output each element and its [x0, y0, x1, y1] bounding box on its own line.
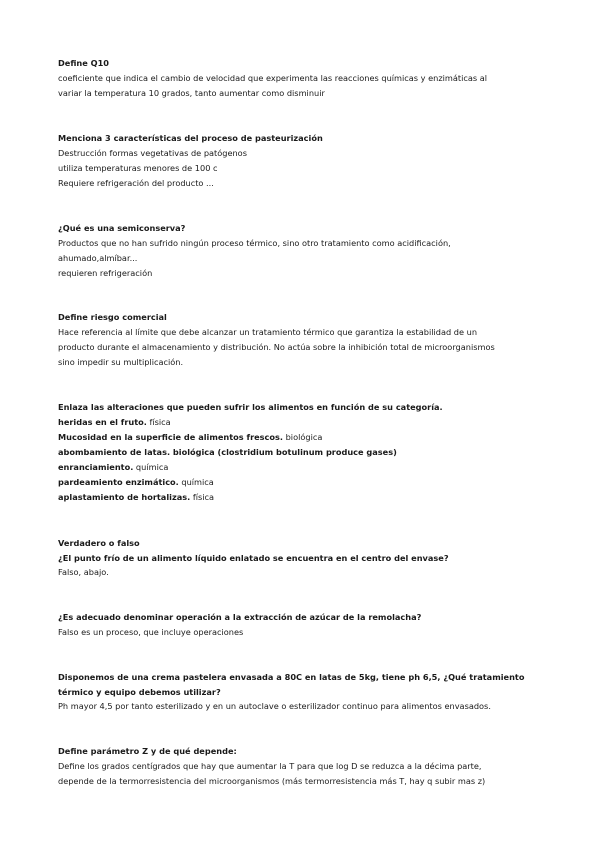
answer-semiconserva [58, 236, 451, 281]
alteracion-category: química [133, 461, 169, 472]
alteracion-term: enranciamiento. [58, 461, 134, 472]
answer-line: ahumado,almíbar... [58, 252, 138, 263]
list-item [58, 430, 443, 445]
list-item [58, 460, 443, 475]
answer-line: Destrucción formas vegetativas de patógenos [58, 147, 247, 158]
alteracion-category: biológica [283, 431, 323, 442]
question-line: térmico y equipo debemos utilizar? [58, 686, 221, 697]
section-pasteurizacion [58, 131, 323, 191]
section-verdadero-falso [58, 536, 449, 580]
section-semiconserva [58, 221, 451, 281]
question-alteraciones: Enlaza las alteraciones que pueden sufrir los alimentos en función de su categoría. [58, 402, 443, 412]
answer-line: Define los grados centígrados que hay que aumentar la T para que log D se reduzca a la décima parte, [58, 760, 482, 771]
alteracion-category: física [190, 491, 215, 502]
list-item [58, 415, 443, 430]
alteracion-term: heridas en el fruto. [58, 416, 147, 427]
question-operacion: ¿Es adecuado denominar operación a la extracción de azúcar de la remolacha? [58, 612, 422, 622]
section-title-verdadero-falso: Verdadero o falso [58, 538, 140, 548]
section-operacion [58, 610, 421, 640]
section-riesgo-comercial [58, 310, 495, 370]
alteracion-term: Mucosidad en la superficie de alimentos frescos. [58, 431, 283, 442]
answer-operacion: Falso es un proceso, que incluye operaciones [58, 626, 244, 637]
section-q10 [58, 56, 487, 101]
answer-line: Requiere refrigeración del producto ... [58, 177, 214, 188]
answer-line: requieren refrigeración [58, 267, 153, 278]
answer-line: utiliza temperaturas menores de 100 c [58, 162, 218, 173]
alteracion-category: física [146, 416, 171, 427]
answer-q10 [58, 71, 487, 101]
list-item [58, 475, 443, 490]
question-q10: Define Q10 [58, 58, 110, 68]
alteracion-term: abombamiento de latas. biológica (clostridium botulinum produce gases) [58, 446, 397, 457]
answer-line: variar la temperatura 10 grados, tanto aumentar como disminuir [58, 87, 325, 98]
answer-line: depende de la termorresistencia del microorganismos (más termorresistencia más T, hay q subir mas z) [58, 775, 486, 786]
question-pasteurizacion: Menciona 3 características del proceso de pasteurización [58, 133, 323, 143]
alteracion-term: pardeamiento enzimático. [58, 476, 179, 487]
section-alteraciones [58, 400, 443, 505]
list-item [58, 490, 443, 505]
answer-line: sino impedir su multiplicación. [58, 356, 184, 367]
list-item [58, 445, 443, 460]
question-crema-pastelera [58, 670, 524, 699]
alteraciones-list [58, 415, 443, 505]
answer-line: coeficiente que indica el cambio de velocidad que experimenta las reacciones químicas y enzimáticas al [58, 72, 488, 83]
answer-punto-frio: Falso, abajo. [58, 567, 109, 577]
answer-line: producto durante el almacenamiento y distribución. No actúa sobre la inhibición total de microorganismos [58, 341, 495, 352]
answer-line: Hace referencia al límite que debe alcanzar un tratamiento térmico que garantiza la estabilidad de un [58, 326, 478, 337]
answer-parametro-z [58, 759, 485, 789]
section-parametro-z [58, 744, 485, 789]
section-crema-pastelera [58, 670, 524, 714]
question-parametro-z: Define parámetro Z y de qué depende: [58, 746, 237, 756]
answer-line: Productos que no han sufrido ningún proceso térmico, sino otro tratamiento como acidificación, [58, 237, 451, 248]
answer-crema-pastelera: Ph mayor 4,5 por tanto esterilizado y en un autoclave o esterilizador continuo para alimentos envasados. [58, 701, 491, 711]
answer-riesgo-comercial [58, 325, 495, 370]
question-riesgo-comercial: Define riesgo comercial [58, 312, 167, 322]
question-punto-frio: ¿El punto frío de un alimento líquido enlatado se encuentra en el centro del envase? [58, 552, 449, 563]
question-line: Disponemos de una crema pastelera envasada a 80C en latas de 5kg, tiene ph 6,5, ¿Qué tratamiento [58, 672, 525, 682]
alteracion-term: aplastamiento de hortalizas. [58, 491, 191, 502]
alteracion-category: química [178, 476, 214, 487]
answer-pasteurizacion [58, 146, 323, 191]
question-semiconserva: ¿Qué es una semiconserva? [58, 223, 186, 233]
